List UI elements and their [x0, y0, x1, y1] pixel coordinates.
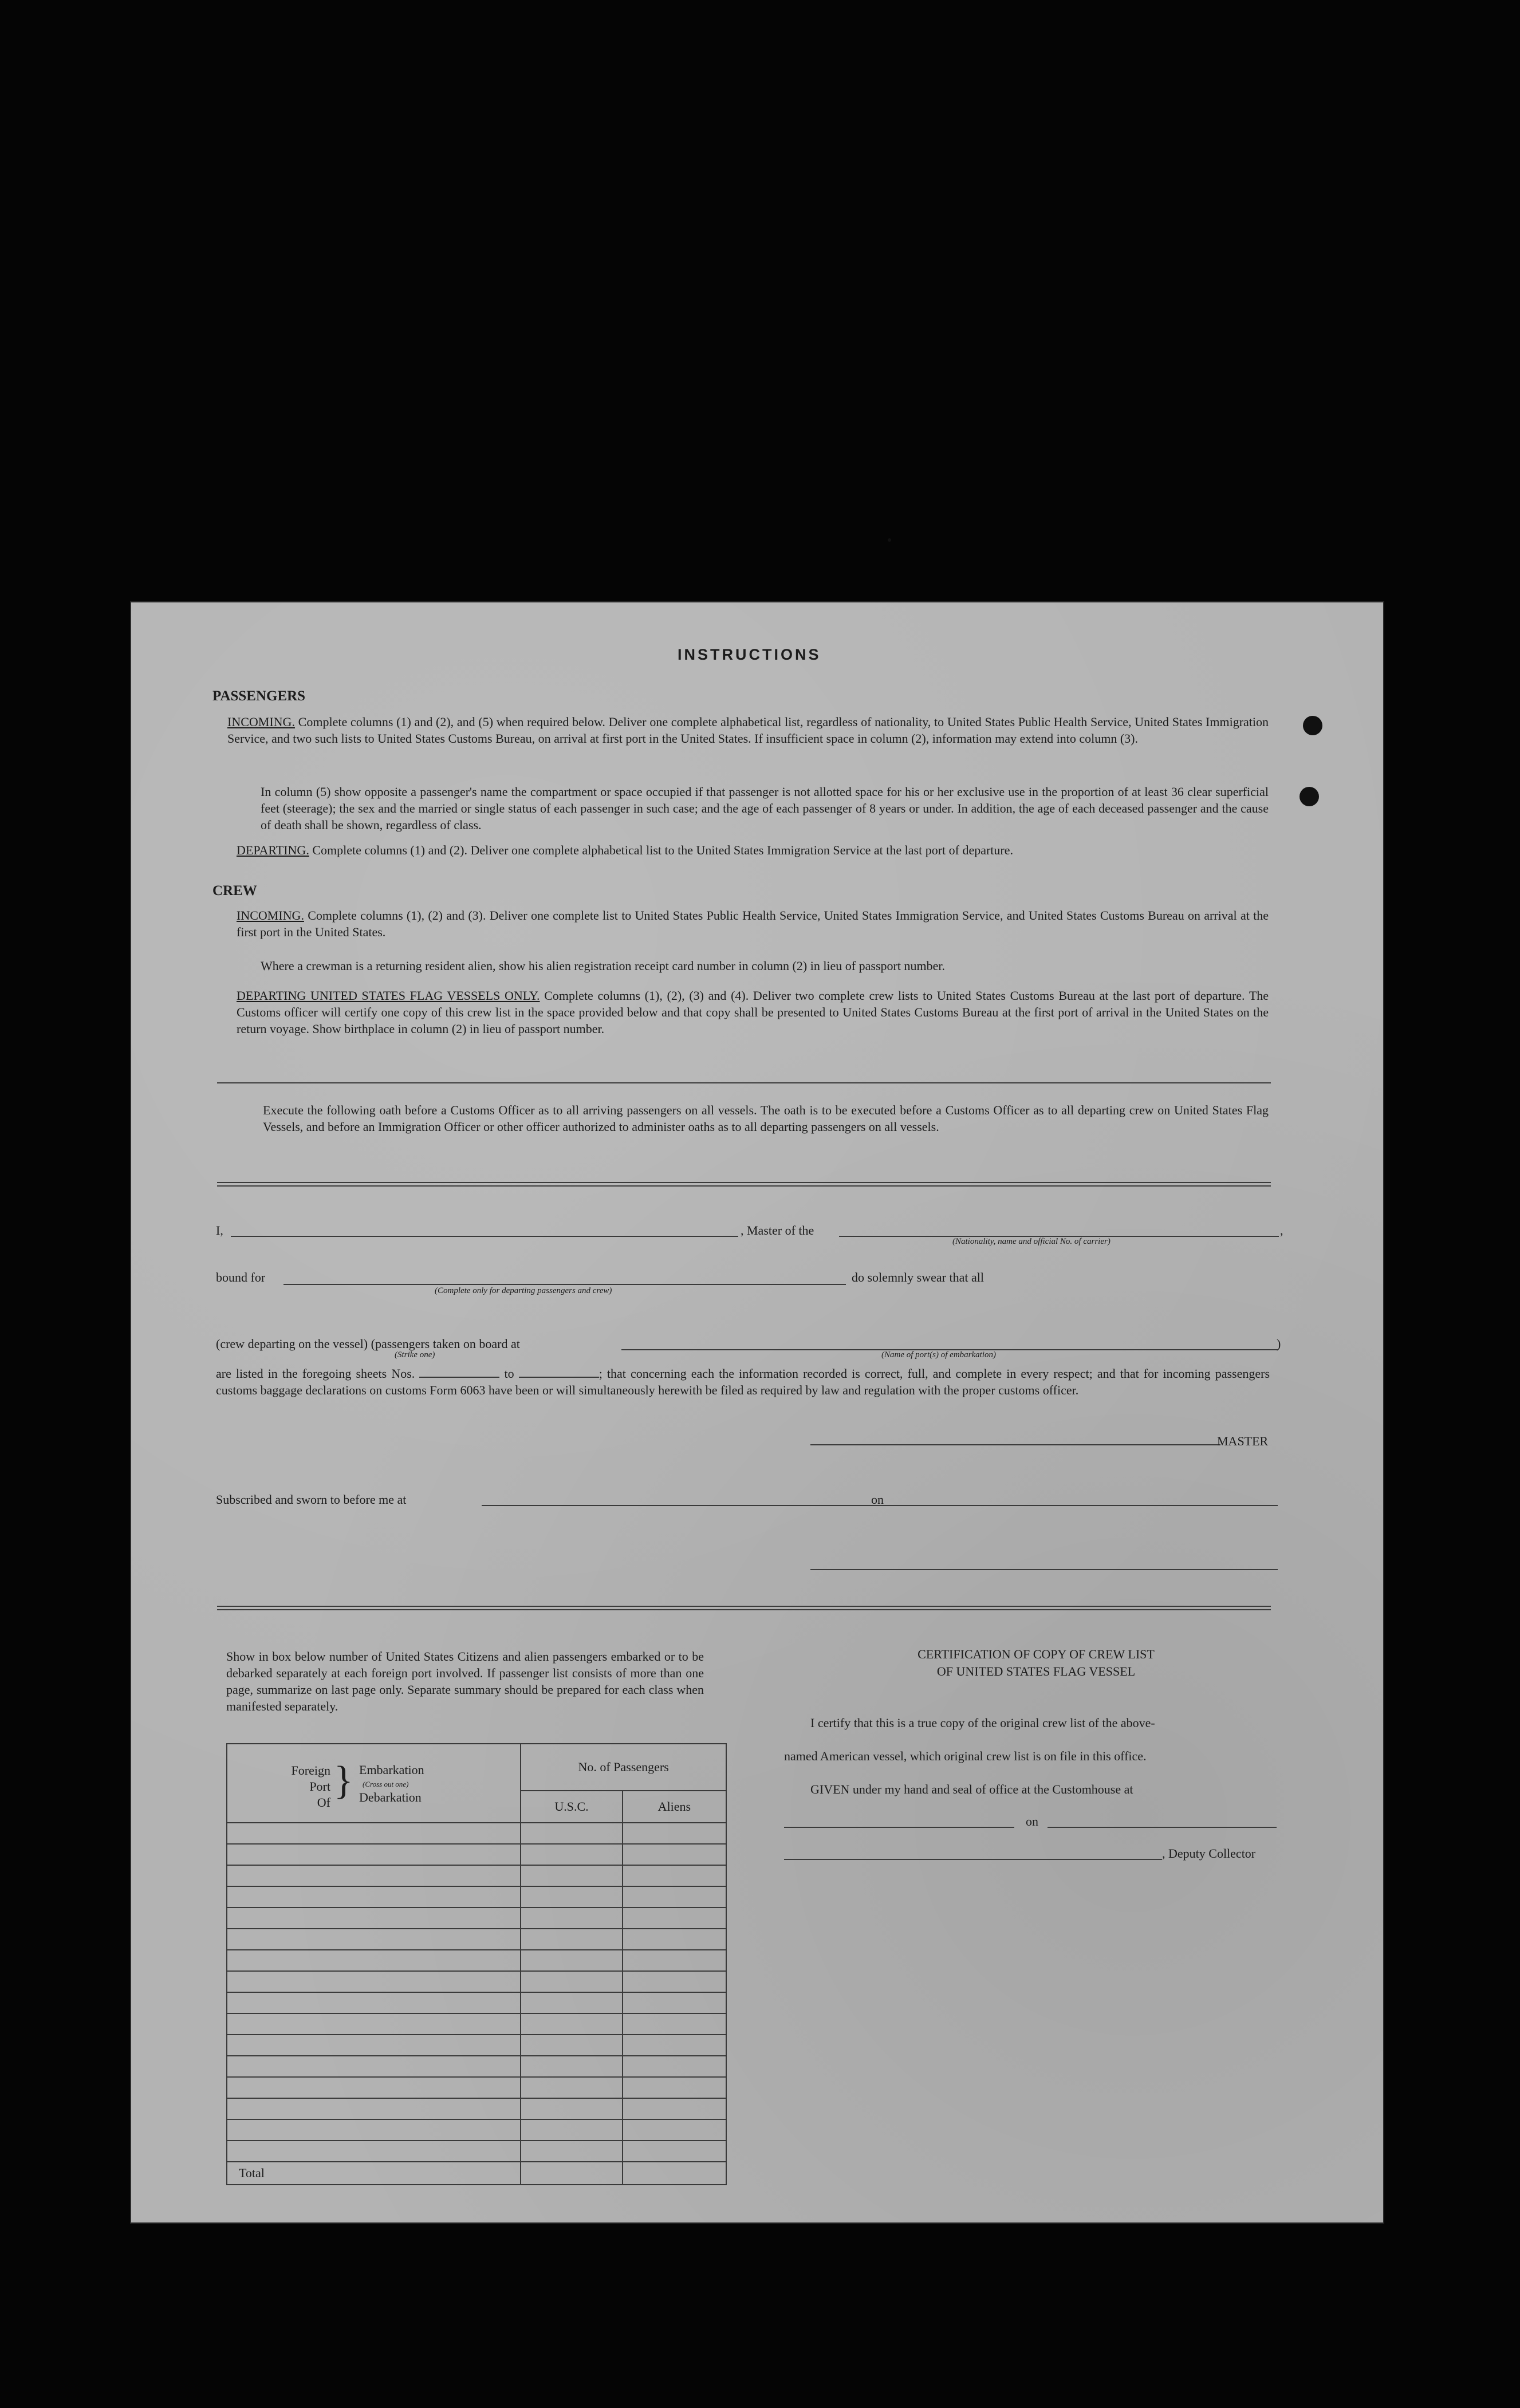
aliens-header: Aliens — [623, 1791, 726, 1823]
certification-on: on — [1026, 1814, 1038, 1828]
crew-returning-paragraph: Where a crewman is a returning resident alien, show his alien registration receipt card number in column (2) in lieu of passport number. — [261, 959, 945, 973]
oath-bound-for: bound for — [216, 1270, 266, 1284]
divider-double — [217, 1606, 1271, 1610]
usc-header: U.S.C. — [521, 1791, 622, 1823]
document-page — [131, 602, 1383, 2222]
usc-cell[interactable] — [521, 1950, 622, 1971]
usc-cell[interactable] — [521, 1844, 622, 1865]
bound-for-field[interactable] — [283, 1284, 846, 1285]
usc-cell[interactable] — [521, 2141, 622, 2162]
oath-listed-to: to — [504, 1366, 514, 1381]
no-of-passengers-header: No. of Passengers — [521, 1744, 726, 1791]
usc-cell[interactable] — [521, 1908, 622, 1929]
usc-cell[interactable] — [521, 2056, 622, 2077]
port-cell[interactable] — [227, 1908, 521, 1929]
sworn-date-field[interactable] — [894, 1505, 1278, 1506]
oath-intro: Execute the following oath before a Customs Officer as to all arriving passengers on all vessels. The oath is to be executed before a Customs Officer as to all departing crew on United States Flag Vessels, and before an Immigration Officer or other officer authorized to administer oaths as to all departing passengers on all vessels. — [263, 1103, 1269, 1134]
port-cell[interactable] — [227, 2141, 521, 2162]
sheet-from-field[interactable] — [419, 1366, 499, 1378]
usc-cell[interactable] — [521, 1886, 622, 1908]
port-cell[interactable] — [227, 1950, 521, 1971]
crew-departing-label: DEPARTING UNITED STATES FLAG VESSELS ONLY. — [237, 988, 540, 1003]
aliens-cell[interactable] — [623, 1992, 726, 2013]
crew-departing-text: Complete columns (1), (2), (3) and (4). Deliver two complete crew lists to United States Customs Bureau at the last port of departure. The Customs officer will certify one copy of this crew list in the space provided below and that copy shall be presented to United States Customs Bureau at the first port of arrival in the United States on the return voyage. Show birthplace in column (2) in lieu of passport number. — [237, 988, 1269, 1036]
of-label: Of — [317, 1795, 330, 1810]
certification-title-2: OF UNITED STATES FLAG VESSEL — [936, 1664, 1136, 1678]
ports-caption: (Name of port(s) of embarkation) — [881, 1350, 996, 1359]
deputy-collector-label: , Deputy Collector — [1162, 1846, 1256, 1861]
aliens-cell[interactable] — [623, 1950, 726, 1971]
port-cell[interactable] — [227, 1971, 521, 1992]
brace: } — [334, 1759, 353, 1803]
oath-listed-rest: ; that concerning each the information recorded is correct, full, and complete in every respect; and that for incoming passengers customs baggage declarations on customs Form 6063 have been or will simultaneously herewith be filed as required by law and regulation with the proper customs officer. — [216, 1366, 1270, 1397]
crew-incoming-text: Complete columns (1), (2) and (3). Deliver one complete list to United States Public Health Service, United States Immigration Service, and United States Customs Bureau on arrival at the first port in the United States. — [237, 908, 1269, 939]
divider — [217, 1082, 1271, 1083]
embarkation-label: Embarkation — [359, 1763, 424, 1777]
total-usc-cell[interactable] — [521, 2162, 622, 2185]
aliens-cell[interactable] — [623, 2119, 726, 2141]
usc-cell[interactable] — [521, 1992, 622, 2013]
port-cell[interactable] — [227, 2013, 521, 2035]
port-cell[interactable] — [227, 2056, 521, 2077]
aliens-cell[interactable] — [623, 2056, 726, 2077]
port-cell[interactable] — [227, 1929, 521, 1950]
aliens-cell[interactable] — [623, 2035, 726, 2056]
comma: , — [1280, 1223, 1283, 1238]
usc-cell[interactable] — [521, 1971, 622, 1992]
sheet-to-field[interactable] — [519, 1366, 599, 1378]
strike-one-caption: (Strike one) — [395, 1350, 435, 1359]
crew-departing-paragraph — [237, 987, 1269, 1037]
divider-double — [217, 1182, 1271, 1187]
oath-crew-departing: (crew departing on the vessel) (passengers taken on board at — [216, 1337, 520, 1351]
port-cell[interactable] — [227, 2119, 521, 2141]
aliens-cell[interactable] — [623, 2141, 726, 2162]
usc-cell[interactable] — [521, 1929, 622, 1950]
passengers-incoming-text: Complete columns (1) and (2), and (5) when required below. Deliver one complete alphabetical list, regardless of nationality, to United States Public Health Service, United States Immigration Service, and two such lists to United States Customs Bureau, on arrival at first port in the United States. If insufficient space in column (2), information may extend into column (3). — [227, 715, 1269, 746]
usc-cell[interactable] — [521, 2035, 622, 2056]
total-label: Total — [239, 2166, 265, 2180]
master-name-field[interactable] — [231, 1236, 738, 1237]
aliens-cell[interactable] — [623, 2077, 726, 2098]
certification-line-1: I certify that this is a true copy of the original crew list of the above- — [810, 1716, 1155, 1730]
passengers-departing-paragraph — [237, 842, 1269, 858]
aliens-cell[interactable] — [623, 1971, 726, 1992]
passenger-summary-table — [226, 1743, 727, 2185]
usc-cell[interactable] — [521, 2119, 622, 2141]
usc-cell[interactable] — [521, 1823, 622, 1844]
oath-close-paren: ) — [1277, 1337, 1281, 1351]
instructions-title: INSTRUCTIONS — [678, 646, 821, 663]
port-header-cell — [227, 1744, 521, 1823]
deputy-collector-field[interactable] — [784, 1859, 1162, 1860]
customhouse-field[interactable] — [784, 1827, 1014, 1828]
aliens-cell[interactable] — [623, 1886, 726, 1908]
crew-incoming-label: INCOMING. — [237, 908, 304, 923]
passengers-column5-paragraph: In column (5) show opposite a passenger's name the compartment or space occupied if that passenger is not allotted space for his or her exclusive use in the proportion of at least 36 clear superficial feet (steerage); the sex and the married or single status of each passenger in such case; and the age of each passenger of 8 years or under. In addition, the age of each deceased passenger and the cause of death shall be shown, regardless of class. — [261, 785, 1269, 832]
usc-cell[interactable] — [521, 2098, 622, 2119]
aliens-cell[interactable] — [623, 1844, 726, 1865]
usc-cell[interactable] — [521, 2013, 622, 2035]
master-signature-field[interactable] — [810, 1444, 1220, 1445]
oath-i-label: I, — [216, 1223, 223, 1238]
nationality-caption: (Nationality, name and official No. of carrier) — [952, 1237, 1111, 1246]
cross-out-caption: (Cross out one) — [363, 1780, 409, 1788]
punch-hole-mark — [1303, 716, 1322, 735]
aliens-cell[interactable] — [623, 1823, 726, 1844]
oath-swear: do solemnly swear that all — [852, 1270, 984, 1284]
aliens-cell[interactable] — [623, 1865, 726, 1886]
foreign-port-of-label — [290, 1763, 330, 1811]
total-label-cell — [227, 2162, 521, 2185]
port-cell[interactable] — [227, 1992, 521, 2013]
oath-subscribed: Subscribed and sworn to before me at — [216, 1492, 407, 1507]
master-label: MASTER — [1217, 1434, 1269, 1448]
port-cell[interactable] — [227, 2035, 521, 2056]
crew-heading: CREW — [212, 883, 257, 898]
scan-speck — [888, 538, 891, 542]
oath-master-of: , Master of the — [741, 1223, 814, 1238]
port-cell[interactable] — [227, 1823, 521, 1844]
punch-hole-mark — [1300, 787, 1319, 806]
port-cell[interactable] — [227, 1865, 521, 1886]
port-cell[interactable] — [227, 2077, 521, 2098]
aliens-cell[interactable] — [623, 1908, 726, 1929]
usc-cell[interactable] — [521, 1865, 622, 1886]
passengers-incoming-paragraph — [227, 714, 1269, 747]
certification-line-2: named American vessel, which original crew list is on file in this office. — [784, 1749, 1147, 1763]
oath-listed-prefix: are listed in the foregoing sheets Nos. — [216, 1366, 415, 1381]
crew-incoming-paragraph — [237, 907, 1269, 940]
usc-cell[interactable] — [521, 2077, 622, 2098]
passengers-departing-text: Complete columns (1) and (2). Deliver one complete alphabetical list to the United States Immigration Service at the last port of departure. — [312, 843, 1014, 857]
bound-caption: (Complete only for departing passengers and crew) — [435, 1286, 612, 1295]
total-aliens-cell[interactable] — [623, 2162, 726, 2185]
port-cell[interactable] — [227, 1844, 521, 1865]
debarkation-label: Debarkation — [359, 1790, 422, 1804]
port-cell[interactable] — [227, 2098, 521, 2119]
summary-note: Show in box below number of United States Citizens and alien passengers embarked or to be debarked separately at each foreign port involved. If passenger list consists of more than one page, summarize on last page only. Separate summary should be prepared for each class when manifested separately. — [226, 1649, 704, 1713]
aliens-cell[interactable] — [623, 2013, 726, 2035]
oath-on-label: on — [871, 1492, 884, 1507]
certification-title-1: CERTIFICATION OF COPY OF CREW LIST — [917, 1647, 1155, 1661]
passengers-heading: PASSENGERS — [212, 688, 306, 704]
certification-line-3: GIVEN under my hand and seal of office at the Customhouse at — [810, 1782, 1133, 1796]
aliens-cell[interactable] — [623, 1929, 726, 1950]
aliens-cell[interactable] — [623, 2098, 726, 2119]
passengers-departing-label: DEPARTING. — [237, 843, 309, 857]
oath-listed-paragraph — [216, 1365, 1270, 1398]
port-label: Port — [309, 1779, 330, 1794]
officer-signature-field[interactable] — [810, 1569, 1278, 1570]
port-cell[interactable] — [227, 1886, 521, 1908]
foreign-label: Foreign — [291, 1763, 330, 1778]
certification-date-field[interactable] — [1048, 1827, 1277, 1828]
passengers-incoming-label: INCOMING. — [227, 715, 295, 729]
